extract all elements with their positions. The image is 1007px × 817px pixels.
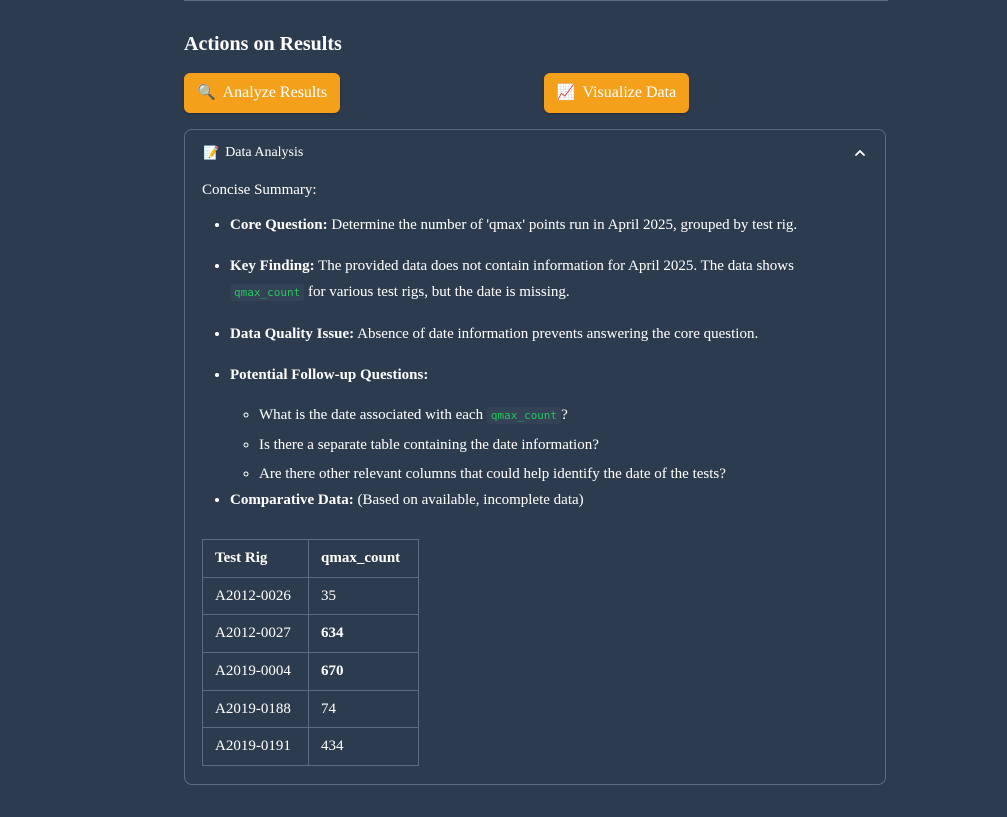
- table-header-row: [203, 540, 419, 578]
- summary-label: Concise Summary:: [202, 182, 317, 198]
- section-title: Actions on Results: [184, 33, 342, 55]
- table-row: [203, 615, 419, 653]
- list-item: [230, 212, 862, 238]
- key-finding-label: Key Finding:: [230, 258, 315, 274]
- question-1-suffix: ?: [561, 407, 568, 423]
- table-row: [203, 690, 419, 728]
- inline-code: qmax_count: [230, 284, 304, 301]
- table-cell: A2012-0027: [203, 615, 309, 653]
- list-item: ◦ Is there a separate table containing the date information?: [259, 435, 862, 455]
- table-row: [203, 577, 419, 615]
- list-item: [259, 405, 862, 426]
- chevron-up-icon[interactable]: [853, 146, 867, 160]
- data-quality-text: Absence of date information prevents answering the core question.: [354, 326, 759, 342]
- memo-icon: 📝: [203, 145, 220, 160]
- question-1-text: What is the date associated with each: [259, 407, 487, 423]
- list-item: [230, 321, 862, 347]
- chart-icon: 📈: [556, 84, 576, 101]
- table-cell: 74: [309, 690, 419, 728]
- column-header: qmax_count: [309, 540, 419, 578]
- visualize-data-button[interactable]: [544, 73, 689, 113]
- list-item: [230, 487, 862, 513]
- comparative-text: (Based on available, incomplete data): [353, 492, 584, 508]
- analyze-results-button[interactable]: [184, 73, 340, 113]
- table-cell: 670: [309, 653, 419, 691]
- core-question-text: Determine the number of 'qmax' points run in April 2025, grouped by test rig.: [327, 217, 798, 233]
- table-cell: 434: [309, 728, 419, 766]
- table-row: [203, 728, 419, 766]
- key-finding-text: The provided data does not contain information for April 2025. The data shows: [314, 258, 794, 274]
- table-cell: A2012-0026: [203, 577, 309, 615]
- panel-content: [202, 180, 862, 755]
- table-row: [203, 653, 419, 691]
- follow-up-list: [230, 405, 862, 484]
- column-header: Test Rig: [203, 540, 309, 578]
- summary-list: [202, 212, 862, 513]
- analyze-results-label: Analyze Results: [222, 84, 328, 101]
- table-cell: A2019-0191: [203, 728, 309, 766]
- list-item: [230, 362, 862, 484]
- list-item: [230, 253, 862, 306]
- key-finding-text-2: for various test rigs, but the date is missing.: [304, 284, 570, 300]
- table-cell: 634: [309, 615, 419, 653]
- divider: [184, 0, 888, 1]
- visualize-data-label: Visualize Data: [582, 84, 677, 101]
- data-table: [202, 539, 419, 766]
- comparative-label: Comparative Data:: [230, 492, 354, 508]
- table-cell: 35: [309, 577, 419, 615]
- panel-title: Data Analysis: [225, 145, 304, 160]
- table-cell: A2019-0004: [203, 653, 309, 691]
- data-quality-label: Data Quality Issue:: [230, 326, 355, 342]
- table-cell: A2019-0188: [203, 690, 309, 728]
- list-item: ◦ Are there other relevant columns that could help identify the date of the tests?: [259, 464, 862, 484]
- magnifier-icon: 🔍: [196, 84, 216, 101]
- follow-up-label: Potential Follow-up Questions:: [230, 367, 429, 383]
- data-analysis-panel: [184, 129, 886, 785]
- panel-header[interactable]: [203, 144, 867, 162]
- inline-code: qmax_count: [487, 407, 561, 424]
- core-question-label: Core Question:: [230, 217, 328, 233]
